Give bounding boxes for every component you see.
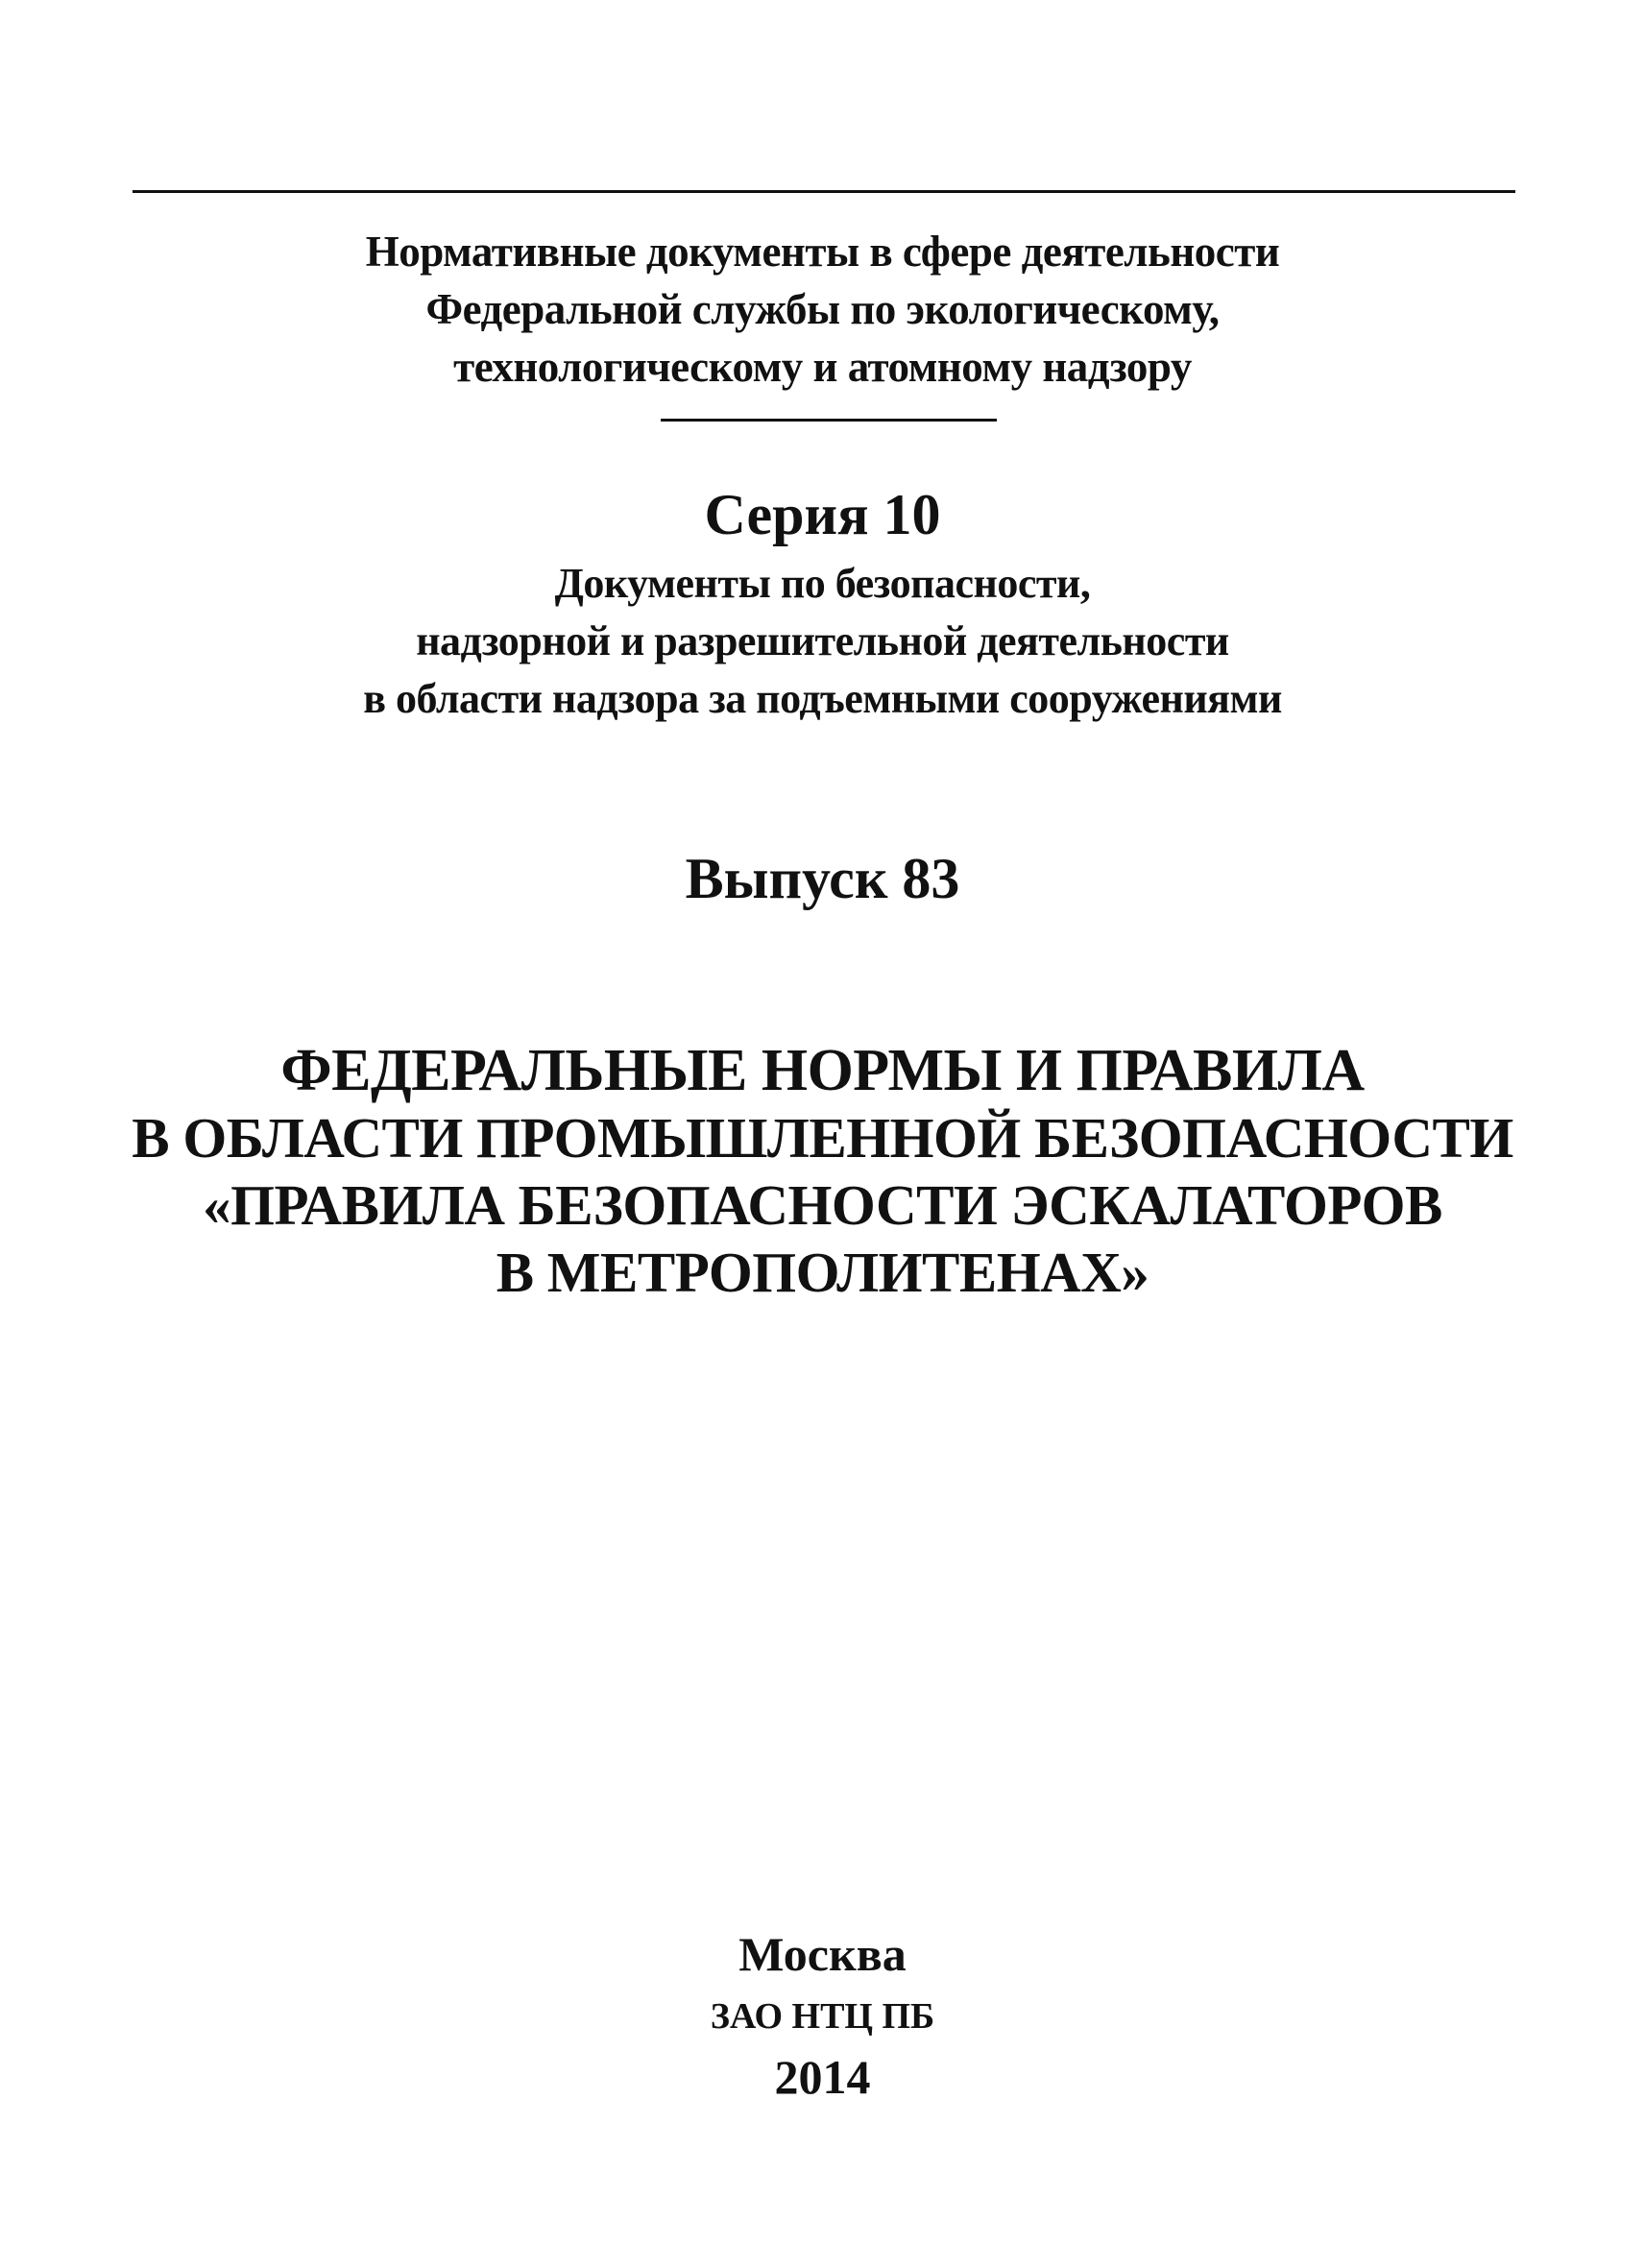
title-line: ФЕДЕРАЛЬНЫЕ НОРМЫ И ПРАВИЛА — [280, 1038, 1365, 1103]
title-line: В МЕТРОПОЛИТЕНАХ» — [496, 1241, 1149, 1304]
issuing-authority — [0, 223, 1645, 396]
imprint-year-text: 2014 — [774, 2050, 871, 2104]
issue-number — [0, 840, 1645, 917]
series-description — [0, 555, 1645, 728]
imprint-publisher — [0, 1990, 1645, 2043]
authority-line: технологическому и атомному надзору — [453, 343, 1192, 391]
series-description-line: в области надзора за подъемными сооружениями — [363, 675, 1282, 722]
series-number — [0, 480, 1645, 549]
issue-number-text: Выпуск 83 — [685, 847, 960, 910]
title-line: В ОБЛАСТИ ПРОМЫШЛЕННОЙ БЕЗОПАСНОСТИ — [132, 1106, 1513, 1170]
imprint-year — [0, 2046, 1645, 2108]
top-rule — [133, 190, 1515, 193]
series-description-line: надзорной и разрешительной деятельности — [416, 617, 1229, 664]
series-number-text: Серия 10 — [704, 483, 941, 546]
imprint-city-text: Москва — [738, 1927, 907, 1981]
imprint-publisher-text: ЗАО НТЦ ПБ — [710, 1996, 935, 2037]
series-description-line: Документы по безопасности, — [554, 560, 1091, 607]
separator-rule — [661, 419, 997, 422]
authority-line: Нормативные документы в сфере деятельности — [365, 228, 1280, 276]
authority-line: Федеральной службы по экологическому, — [425, 285, 1220, 333]
title-line: «ПРАВИЛА БЕЗОПАСНОСТИ ЭСКАЛАТОРОВ — [203, 1173, 1442, 1237]
document-title — [0, 1037, 1645, 1306]
imprint-city — [0, 1923, 1645, 1985]
